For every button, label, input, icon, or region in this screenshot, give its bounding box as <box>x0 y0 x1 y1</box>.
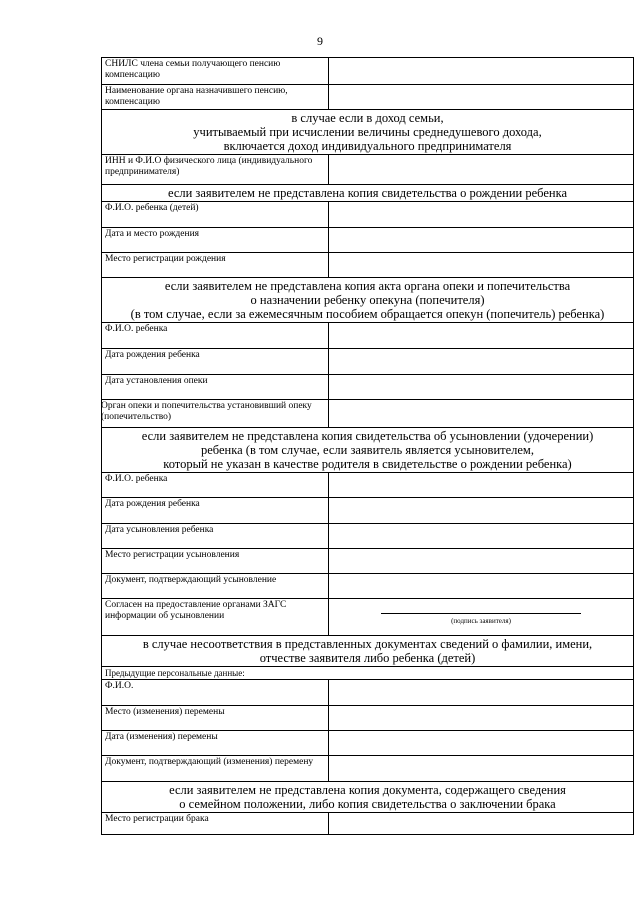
field-label <box>102 731 329 756</box>
field-value-cell[interactable] <box>329 574 634 599</box>
section-header <box>102 278 634 323</box>
form-field-row <box>102 155 634 185</box>
page-number: 9 <box>317 34 323 48</box>
field-label <box>102 498 329 524</box>
section-header-line: если заявителем не представлена копия документа, содержащего сведения <box>169 783 566 797</box>
form-field-row <box>102 574 634 599</box>
subheading-row <box>102 667 634 680</box>
field-label-text: Орган опеки и попечительства установивший опеку (попечительство) <box>101 401 312 422</box>
form-field-row <box>102 323 634 349</box>
form-field-row <box>102 228 634 253</box>
field-value-cell[interactable] <box>329 813 634 835</box>
field-value-cell[interactable] <box>329 549 634 574</box>
field-value-cell[interactable] <box>329 58 634 85</box>
form-field-row <box>102 756 634 782</box>
form-body <box>102 58 634 835</box>
field-label <box>102 706 329 731</box>
field-label-text: Ф.И.О. ребенка <box>105 324 168 334</box>
signature-row <box>102 599 634 636</box>
field-label <box>102 323 329 349</box>
field-value-cell[interactable] <box>329 253 634 278</box>
field-label-text: Ф.И.О. ребенка <box>105 474 168 484</box>
field-label <box>102 155 329 185</box>
section-header-line: ребенка (в том случае, если заявитель является усыновителем, <box>201 443 534 457</box>
field-value-cell[interactable] <box>329 473 634 498</box>
field-value-cell[interactable] <box>329 731 634 756</box>
form-field-row <box>102 680 634 706</box>
section-header-line: включается доход индивидуального предпринимателя <box>223 139 512 153</box>
field-label-text: Дата установления опеки <box>105 376 208 386</box>
field-value-cell[interactable] <box>329 524 634 549</box>
form-field-row <box>102 524 634 549</box>
field-label <box>102 524 329 549</box>
field-label-text: Место регистрации брака <box>105 814 209 824</box>
form-field-row <box>102 58 634 85</box>
field-label <box>102 599 329 636</box>
section-header <box>102 782 634 813</box>
application-form-table <box>101 57 634 835</box>
section-header-line: о назначении ребенку опекуна (попечителя) <box>250 293 485 307</box>
field-label-text: Дата и место рождения <box>105 229 200 239</box>
form-field-row <box>102 202 634 228</box>
field-value-cell[interactable] <box>329 375 634 400</box>
field-value-cell[interactable] <box>329 498 634 524</box>
field-value-cell[interactable] <box>329 228 634 253</box>
form-field-row <box>102 731 634 756</box>
section-header-line: если заявителем не представлена копия акта органа опеки и попечительства <box>164 279 571 293</box>
subheading-label: Предыдущие персональные данные: <box>102 667 634 680</box>
section-header-line: (в том случае, если за ежемесячным пособием обращается опекун (попечитель) ребенка) <box>130 307 605 321</box>
signature-cell[interactable] <box>329 599 634 636</box>
section-header-line: учитываемый при исчислении величины среднедушевого дохода, <box>193 125 542 139</box>
field-label <box>102 813 329 835</box>
section-header-line: отчестве заявителя либо ребенка (детей) <box>259 651 476 665</box>
form-field-row <box>102 253 634 278</box>
field-label-text: Ф.И.О. ребенка (детей) <box>105 203 199 213</box>
field-label-text: Дата рождения ребенка <box>105 350 200 360</box>
field-label <box>102 253 329 278</box>
field-label <box>102 549 329 574</box>
field-label-text: Согласен на предоставление органами ЗАГС информации об усыновлении <box>105 600 287 621</box>
field-label-text: Дата усыновления ребенка <box>105 525 214 535</box>
field-value-cell[interactable] <box>329 756 634 782</box>
form-field-row <box>102 473 634 498</box>
field-value-cell[interactable] <box>329 155 634 185</box>
section-header <box>102 185 634 202</box>
section-header-line: в случае несоответствия в представленных документах сведений о фамилии, имени, <box>142 637 593 651</box>
section-header-row <box>102 110 634 155</box>
field-label-text: Место регистрации рождения <box>105 254 226 264</box>
form-field-row <box>102 400 634 428</box>
section-header-line: который не указан в качестве родителя в свидетельстве о рождении ребенка) <box>163 457 572 471</box>
form-field-row <box>102 498 634 524</box>
field-label-text: ИНН и Ф.И.О физического лица (индивидуального предпринимателя) <box>105 156 313 177</box>
form-field-row <box>102 549 634 574</box>
section-header <box>102 636 634 667</box>
field-label-text: СНИЛС члена семьи получающего пенсию компенсацию <box>105 59 281 80</box>
field-value-cell[interactable] <box>329 349 634 375</box>
field-label <box>102 473 329 498</box>
field-label-text: Место (изменения) перемены <box>105 707 225 717</box>
field-label-text: Место регистрации усыновления <box>105 550 240 560</box>
section-header-line: если заявителем не представлена копия свидетельства о рождении ребенка <box>167 186 568 200</box>
field-label-text: Дата (изменения) перемены <box>105 732 218 742</box>
field-label <box>102 680 329 706</box>
field-value-cell[interactable] <box>329 680 634 706</box>
section-header-line: если заявителем не представлена копия свидетельства об усыновлении (удочерении) <box>141 429 594 443</box>
form-field-row <box>102 375 634 400</box>
section-header <box>102 428 634 473</box>
field-label-text: Документ, подтверждающий усыновление <box>105 575 277 585</box>
section-header-line: о семейном положении, либо копия свидетельства о заключении брака <box>179 797 556 811</box>
field-label-text: Дата рождения ребенка <box>105 499 200 509</box>
form-field-row <box>102 349 634 375</box>
field-label <box>102 349 329 375</box>
section-header-row <box>102 782 634 813</box>
field-label <box>102 375 329 400</box>
form-field-row <box>102 813 634 835</box>
signature-caption: (подпись заявителя) <box>451 617 511 625</box>
signature-line <box>381 613 581 614</box>
section-header-row <box>102 636 634 667</box>
form-field-row <box>102 706 634 731</box>
field-value-cell[interactable] <box>329 323 634 349</box>
field-label <box>102 400 329 428</box>
field-label <box>102 58 329 85</box>
form-field-row <box>102 85 634 110</box>
field-label <box>102 228 329 253</box>
field-label-text: Наименование органа назначившего пенсию, компенсацию <box>105 86 288 107</box>
section-header-row <box>102 278 634 323</box>
section-header-line: в случае если в доход семьи, <box>291 111 444 125</box>
field-label-text: Ф.И.О. <box>105 681 134 691</box>
field-value-cell[interactable] <box>329 85 634 110</box>
field-value-cell[interactable] <box>329 202 634 228</box>
field-label <box>102 85 329 110</box>
field-value-cell[interactable] <box>329 400 634 428</box>
section-header <box>102 110 634 155</box>
field-label <box>102 574 329 599</box>
section-header-row <box>102 428 634 473</box>
field-label <box>102 202 329 228</box>
field-value-cell[interactable] <box>329 706 634 731</box>
field-label-text: Документ, подтверждающий (изменения) перемену <box>105 757 314 767</box>
field-label <box>102 756 329 782</box>
section-header-row <box>102 185 634 202</box>
